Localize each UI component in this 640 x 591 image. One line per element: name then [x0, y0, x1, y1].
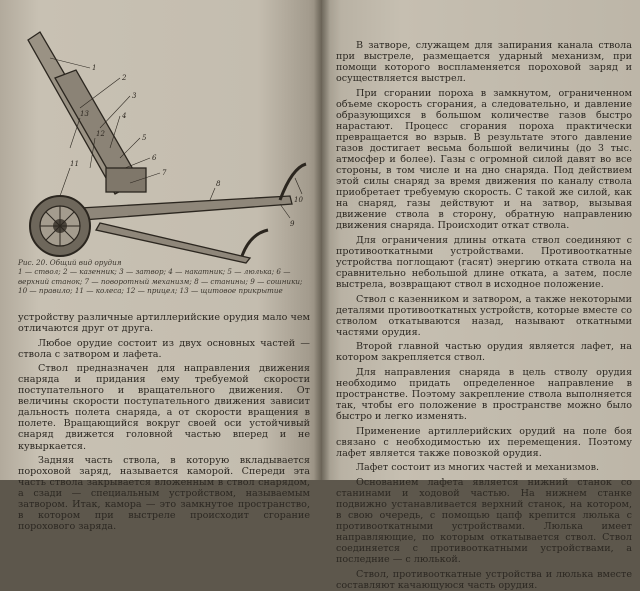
paragraph: Для направления снаряда в цель стволу орудия необходимо придать определенное направление в пространстве. Поэтому закрепление ствола выполняется так, чтобы его положение в пространстве можно было быстро и легко изменять.	[336, 366, 632, 422]
callout-7: 7	[162, 169, 167, 177]
paragraph: Применение артиллерийских орудий на поле боя связано с необходимостью их перемещения. Поэтому лафет является также повозкой орудия.	[336, 425, 632, 459]
paragraph: При сгорании пороха в замкнутом, ограниченном объеме скорость сгорания, а следовательно, и давление образующихся в большом количестве газов быстро нарастают. Процесс сгорания пороха практически превращается во взрыв. В результате этого давление газов достигает весьма большой величины (до 3 тыс. атмосфер и более). Газы с огромной силой давят во все стороны, в том числе и на дно снаряда. Под действием этой силы снаряд за время движения по каналу ствола приобретает требуемую скорость. С такой же силой, как на снаряд, газы действуют и на затвор, вызывая движение ствола в сторону, обратную направлению движения снаряда. Происходит откат ствола.	[336, 87, 632, 232]
callout-11: 11	[70, 160, 79, 168]
callout-5: 5	[142, 134, 147, 142]
book-gutter	[314, 0, 330, 480]
paragraph: В затворе, служащем для запирания канала ствола при выстреле, размещается ударный механизм, при помощи которого воспламеняется пороховой заряд и осуществляется выстрел.	[336, 40, 632, 85]
paragraph: Основанием лафета является нижний станок со станинами и ходовой частью. На нижнем станке подвижно устанавливается верхний станок, на котором, в свою очередь, с помощью цапф крепится люлька с противооткатными устройствами. Люлька имеет направляющие, по которым откатывается ствол. Ствол соединяется с противооткатными устройствами, а последние — с люлькой.	[336, 476, 632, 566]
callout-13: 13	[80, 110, 89, 118]
paragraph: Лафет состоит из многих частей и механизмов.	[356, 462, 600, 474]
caption-title: Рис. 20. Общий вид орудия	[18, 258, 122, 267]
wheel	[30, 196, 90, 256]
callout-6: 6	[152, 154, 157, 162]
paragraph: Ствол, противооткатные устройства и люлька вместе составляют качающуюся часть орудия.	[336, 568, 632, 591]
trail-upper	[80, 196, 292, 220]
callout-2: 2	[122, 74, 127, 82]
callout-4: 4	[122, 112, 127, 120]
callout-8: 8	[216, 180, 221, 188]
handspike-lower	[242, 230, 268, 256]
callout-3: 3	[132, 92, 137, 100]
callout-12: 12	[96, 130, 105, 138]
left-page	[0, 0, 322, 533]
caption-legend: 1 — ствол; 2 — казенник; 3 — затвор; 4 — накатник; 5 — люлька; 6 — верхний станок; 7 — поворотный механизм; 8 — станины; 9 — сошники; 10 — правило; 11 — колеса; 12 — прицел; 13 — щитовое прикрытие	[18, 267, 303, 296]
callout-9: 9	[290, 220, 295, 228]
callout-1: 1	[92, 64, 97, 72]
gun-drawing	[10, 18, 310, 263]
breech-shape	[106, 168, 146, 192]
paragraph: Для ограничения длины отката ствол соединяют с противооткатными устройствами. Противооткатные устройства поглощают (гасят) энергию отката ствола на сравнительно небольшой длине отката, а затем, после выстрела, возвращают ствол в исходное положение.	[336, 234, 632, 290]
paragraph: Второй главной частью орудия является лафет, на котором закрепляется ствол.	[336, 341, 632, 364]
trail-lower	[96, 223, 250, 263]
gun-illustration	[10, 18, 310, 263]
handspike-upper	[280, 164, 306, 200]
callout-10: 10	[294, 196, 303, 204]
figure-caption	[18, 258, 308, 296]
paragraph: Ствол предназначен для направления движения снаряда и придания ему требуемой скорости поступательного и вращательного движения. От величины скорости поступательного движения зависит дальность полета снаряда, а от скорости вращения в полете. Вращающийся вокруг своей оси устойчивый снаряд движется головной частью вперед и не кувыркается.	[18, 363, 310, 452]
left-column-text	[18, 312, 310, 532]
paragraph: Ствол с казенником и затвором, а также некоторыми деталями противооткатных устройств, которые вместе со стволом откатываются назад, называют откатными частями орудия.	[336, 293, 632, 338]
paragraph: Задняя часть ствола, в которую вкладывается пороховой заряд, называется каморой. Спереди эта часть ствола закрывается вложенным в ствол снарядом, а сзади — специальным устройством, называемым затвором. Итак, камора — это замкнутое пространство, в котором при выстреле происходит сгорание порохового заряда.	[18, 455, 310, 533]
right-column-text	[336, 40, 632, 591]
paragraph: Любое орудие состоит из двух основных частей — ствола с затвором и лафета.	[18, 337, 310, 360]
paragraph: устройству различные артиллерийские орудия мало чем отличаются друг от друга.	[18, 312, 310, 335]
